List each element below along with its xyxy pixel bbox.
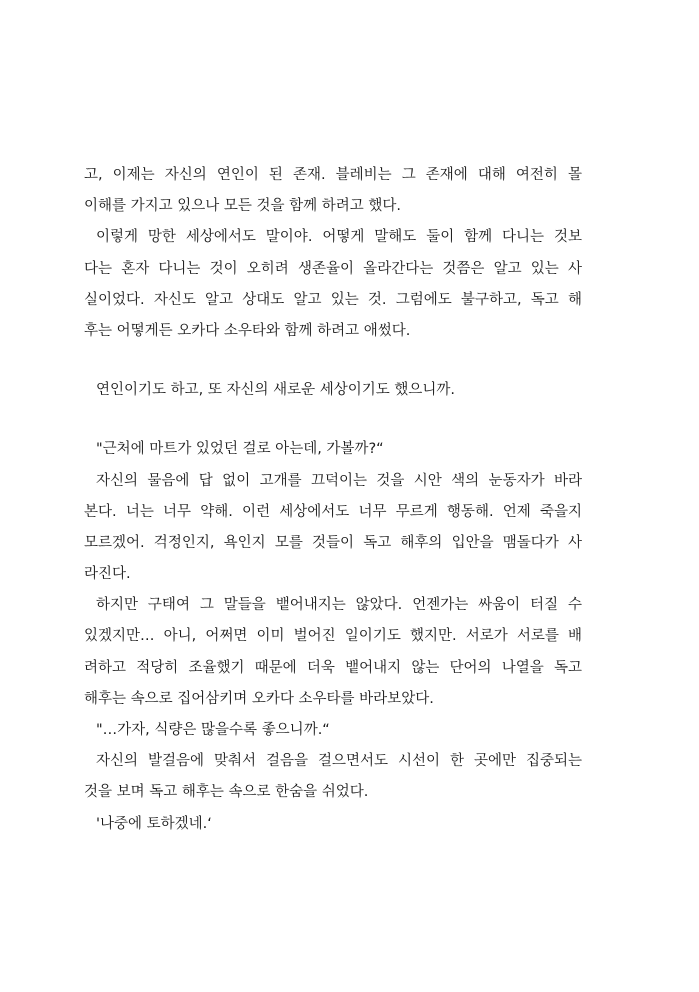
paragraph: [84, 222, 582, 347]
text-line: 자신의 발걸음에 맞춰서 걸음을 걸으면서도 시선이 한 곳에만 집중되는: [96, 753, 582, 770]
text-line: 후는 어떻게든 오카다 소우타와 함께 하려고 애썼다.: [84, 322, 411, 339]
paragraph: [84, 466, 582, 591]
text-line: 본다. 너는 너무 약해. 이런 세상에서도 너무 무르게 행동해. 언제 죽을지: [84, 503, 582, 520]
document-page: [84, 160, 582, 840]
text-line: 라진다.: [84, 566, 131, 583]
text-line: 연인이기도 하고, 또 자신의 새로운 세상이기도 했으니까.: [96, 382, 456, 399]
text-line: 이해를 가지고 있으나 모든 것을 함께 하려고 했다.: [84, 198, 402, 215]
paragraph: [84, 746, 582, 808]
text-line: 다는 혼자 다니는 것이 오히려 생존율이 올라간다는 것쯤은 알고 있는 사: [84, 260, 582, 277]
text-line: 모르겠어. 걱정인지, 욕인지 모를 것들이 독고 해후의 입안을 맴돌다가 사: [84, 534, 582, 551]
paragraph: [84, 160, 582, 222]
blank-line: [84, 406, 582, 434]
blank-line: [84, 347, 582, 375]
text-line: 자신의 물음에 답 없이 고개를 끄덕이는 것을 시안 색의 눈동자가 바라: [96, 472, 582, 489]
paragraph: [84, 375, 582, 406]
paragraph: [84, 590, 582, 715]
paragraph: [84, 715, 582, 746]
text-line: '나중에 토하겠네.‘: [96, 815, 212, 832]
text-line: 려하고 적당히 조율했기 때문에 더욱 뱉어내지 않는 단어의 나열을 독고: [84, 659, 582, 676]
text-line: 해후는 속으로 집어삼키며 오카다 소우타를 바라보았다.: [84, 690, 434, 707]
paragraph: [84, 809, 582, 840]
text-line: 있겠지만… 아니, 어쩌면 이미 벌어진 일이기도 했지만. 서로가 서로를 배: [84, 628, 582, 645]
text-line: "…가자, 식량은 많을수록 좋으니까.“: [96, 722, 330, 738]
text-line: 실이었다. 자신도 알고 상대도 알고 있는 것. 그럼에도 불구하고, 독고 해: [84, 291, 582, 308]
text-line: "근처에 마트가 있었던 걸로 아는데, 가볼까?“: [96, 441, 384, 458]
text-line: 하지만 구태여 그 말들을 뱉어내지는 않았다. 언젠가는 싸움이 터질 수: [96, 597, 582, 614]
paragraph: [84, 434, 582, 465]
text-line: 것을 보며 독고 해후는 속으로 한숨을 쉬었다.: [84, 784, 369, 801]
text-line: 고, 이제는 자신의 연인이 된 존재. 블레비는 그 존재에 대해 여전히 몰: [84, 167, 582, 183]
text-line: 이렇게 망한 세상에서도 말이야. 어떻게 말해도 둘이 함께 다니는 것보: [96, 229, 582, 246]
